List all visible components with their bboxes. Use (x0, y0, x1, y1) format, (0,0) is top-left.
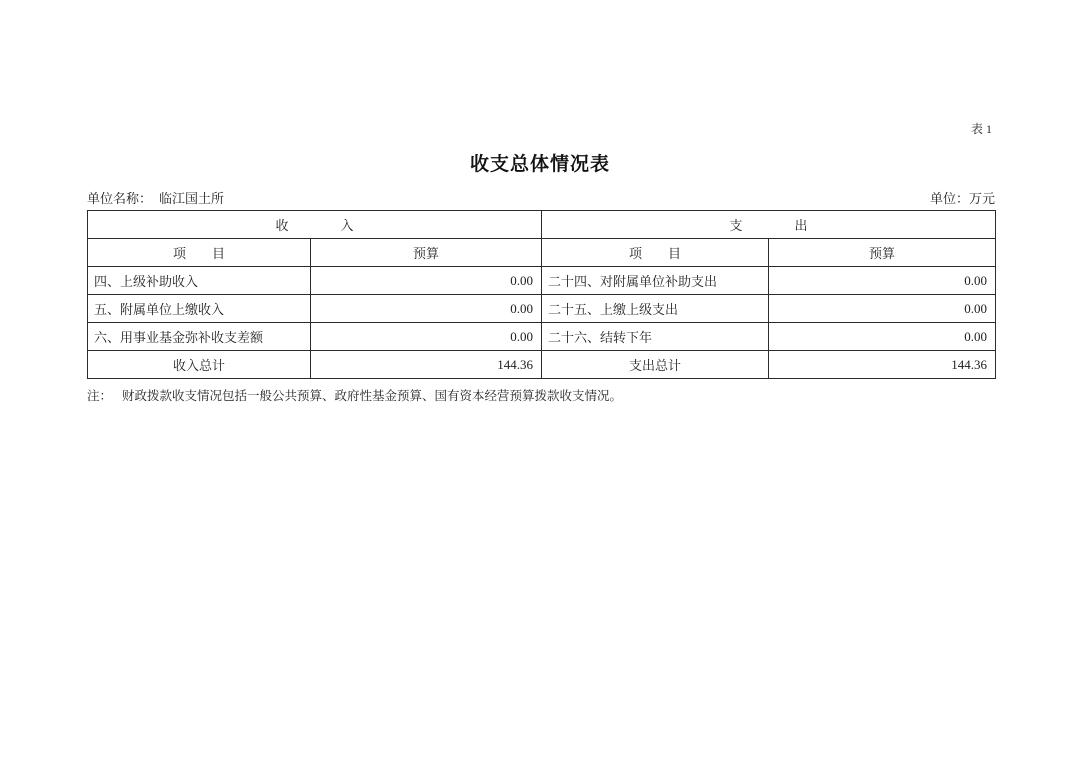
expense-budget-header: 预算 (769, 239, 996, 267)
expense-budget-cell: 0.00 (769, 295, 996, 323)
unit-name (87, 188, 224, 207)
table-row (88, 323, 996, 351)
unit-name-value: 临江国土所 (159, 191, 225, 206)
income-budget-header: 预算 (311, 239, 542, 267)
column-header-row (88, 239, 996, 267)
income-item-cell: 六、用事业基金弥补收支差额 (88, 323, 311, 351)
income-total-value: 144.36 (311, 351, 542, 379)
expense-section-header: 支 出 (542, 211, 996, 239)
total-row (88, 351, 996, 379)
unit-name-label: 单位名称： (87, 191, 153, 206)
page-title: 收支总体情况表 (469, 154, 610, 175)
income-budget-cell: 0.00 (311, 267, 542, 295)
table-row (88, 295, 996, 323)
currency-unit-label: 单位：万元 (929, 191, 995, 206)
table-row (88, 267, 996, 295)
income-item-cell: 四、上级补助收入 (88, 267, 311, 295)
income-budget-cell: 0.00 (311, 295, 542, 323)
footnote-text: 财政拨款收支情况包括一般公共预算、政府性基金预算、国有资本经营预算拨款收支情况。 (122, 389, 623, 403)
footnote (87, 386, 1047, 404)
expense-budget-cell: 0.00 (769, 323, 996, 351)
meta-row (87, 188, 995, 207)
expense-item-header: 项 目 (542, 239, 769, 267)
table-number-label: 表 1 (970, 122, 992, 136)
expense-item-cell: 二十六、结转下年 (542, 323, 769, 351)
expense-total-label: 支出总计 (542, 351, 769, 379)
income-budget-cell: 0.00 (311, 323, 542, 351)
section-header-row (88, 211, 996, 239)
income-expense-table (87, 210, 996, 379)
income-section-header: 收 入 (88, 211, 542, 239)
expense-item-cell: 二十五、上缴上级支出 (542, 295, 769, 323)
income-item-header: 项 目 (88, 239, 311, 267)
income-total-label: 收入总计 (88, 351, 311, 379)
expense-item-cell: 二十四、对附属单位补助支出 (542, 267, 769, 295)
footnote-label: 注： (87, 389, 113, 403)
expense-budget-cell: 0.00 (769, 267, 996, 295)
expense-total-value: 144.36 (769, 351, 996, 379)
income-item-cell: 五、附属单位上缴收入 (88, 295, 311, 323)
